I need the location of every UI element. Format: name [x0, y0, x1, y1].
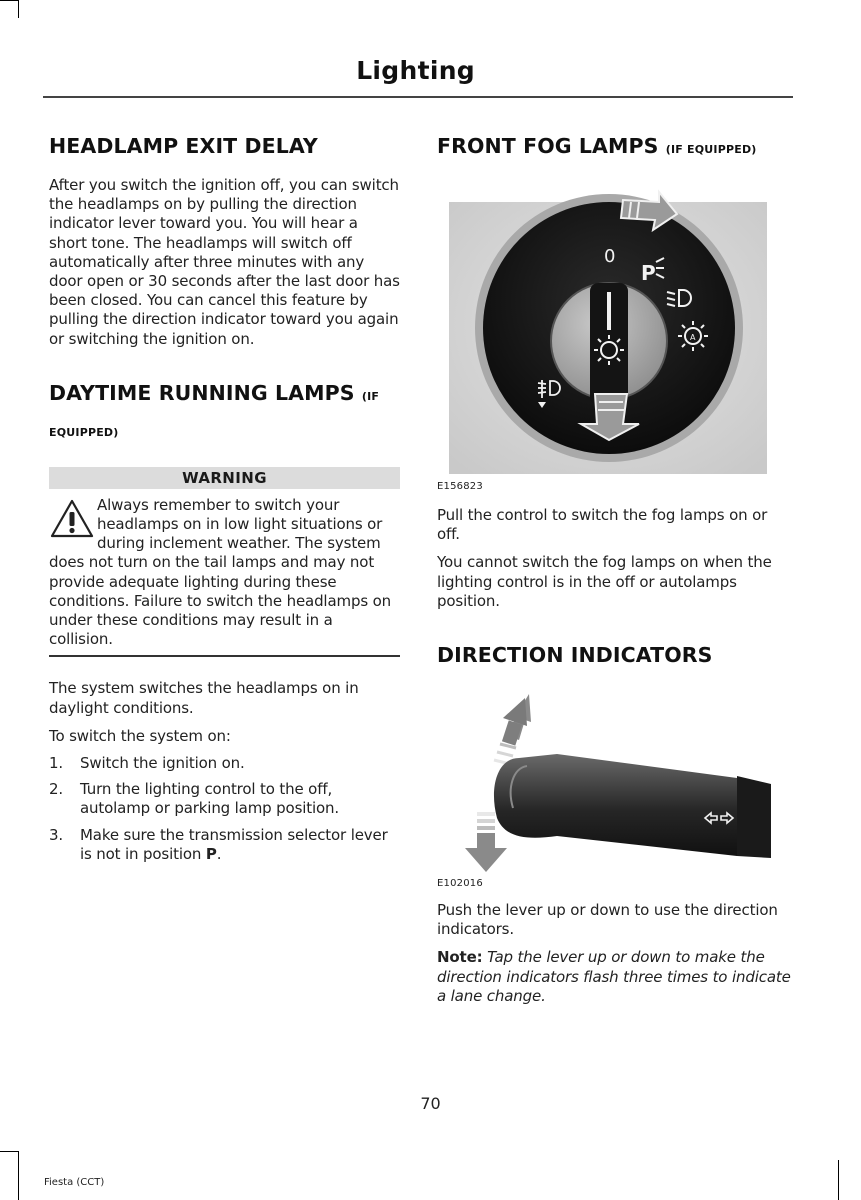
step-text: Switch the ignition on.: [80, 754, 245, 773]
warning-text: Always remember to switch your headlamps on in low light situations or during inclement weather. The system does not turn on the tail lamps and may not provide adequate lighting during these conditions. Failure to switch the headlamps on under these conditions may result in a collision.: [49, 495, 391, 649]
step-number: 3.: [49, 825, 64, 844]
step-number: 2.: [49, 780, 64, 799]
step-text: Make sure the transmission selector lever is not in position: [80, 825, 388, 863]
crop-mark: [18, 0, 19, 18]
off-position-label: 0: [604, 246, 616, 267]
svg-text:A: A: [690, 333, 696, 342]
crop-mark: [18, 1151, 19, 1200]
section-heading-exit-delay: HEADLAMP EXIT DELAY: [49, 134, 318, 158]
direction-paragraph: Push the lever up or down to use the direction indicators.: [437, 901, 778, 939]
list-item: [49, 754, 400, 773]
note-text: Tap the lever up or down to make the direction indicators flash three times to indicate a lane change.: [437, 948, 791, 1005]
fog-figure-label: E156823: [437, 481, 483, 492]
drl-qualifier: (IF EQUIPPED): [49, 389, 380, 439]
section-heading-drl: [49, 377, 400, 449]
crop-mark: [838, 1160, 839, 1200]
list-item: [49, 826, 400, 864]
exit-delay-body: After you switch the ignition off, you can switch the headlamps on by pulling the direction indicator lever toward you. You will hear a short tone. The headlamps will switch off automatically after three minutes with any door open or 30 seconds after the last door has been closed. You can cancel this feature by pulling the direction indicator toward you again or switching the ignition on.: [49, 176, 400, 348]
step-text: Turn the lighting control to the off, autolamp or parking lamp position.: [80, 780, 340, 818]
step-number: 1.: [49, 754, 64, 773]
section-heading-direction: DIRECTION INDICATORS: [437, 643, 713, 668]
fog-paragraph-1: Pull the control to switch the fog lamps on or off.: [437, 506, 768, 544]
list-item: [49, 780, 400, 818]
warning-box: [49, 496, 400, 658]
note-lead: Note:: [437, 948, 483, 967]
drl-intro: To switch the system on:: [49, 726, 231, 745]
fog-paragraph-2: You cannot switch the fog lamps on when the lighting control is in the off or autolamps position.: [437, 553, 772, 610]
indicator-lever: [494, 754, 771, 856]
title-rule: [43, 96, 793, 98]
right-column: [437, 130, 793, 1006]
warning-title-bar: WARNING: [49, 467, 400, 489]
warning-rule: [49, 655, 400, 657]
step-bold-position: P: [205, 844, 217, 863]
drl-steps: [49, 754, 400, 864]
svg-text:P: P: [641, 261, 656, 285]
page-number: 70: [420, 1094, 441, 1113]
direction-lever-figure: [437, 688, 793, 898]
left-column: [49, 130, 400, 864]
fog-heading-text: FRONT FOG LAMPS: [437, 134, 659, 158]
warning-triangle-icon: [49, 498, 95, 540]
section-heading-fog: [437, 130, 793, 166]
drl-heading-text: DAYTIME RUNNING LAMPS: [49, 380, 355, 405]
drl-body: The system switches the headlamps on in daylight conditions.: [49, 679, 359, 717]
lever-stalk: [737, 776, 771, 858]
fog-qualifier: (IF EQUIPPED): [665, 143, 757, 156]
footer-model: Fiesta (CCT): [44, 1177, 105, 1188]
fog-lamp-control-figure: [437, 188, 793, 488]
knob-indicator: [607, 292, 611, 330]
step-tail: .: [216, 844, 222, 863]
page-title: Lighting: [356, 56, 475, 85]
up-arrow-icon: [494, 694, 531, 764]
crop-mark: [0, 1151, 18, 1152]
direction-figure-label: E102016: [437, 878, 483, 890]
crop-mark: [0, 0, 18, 1]
direction-note: [437, 948, 793, 1006]
